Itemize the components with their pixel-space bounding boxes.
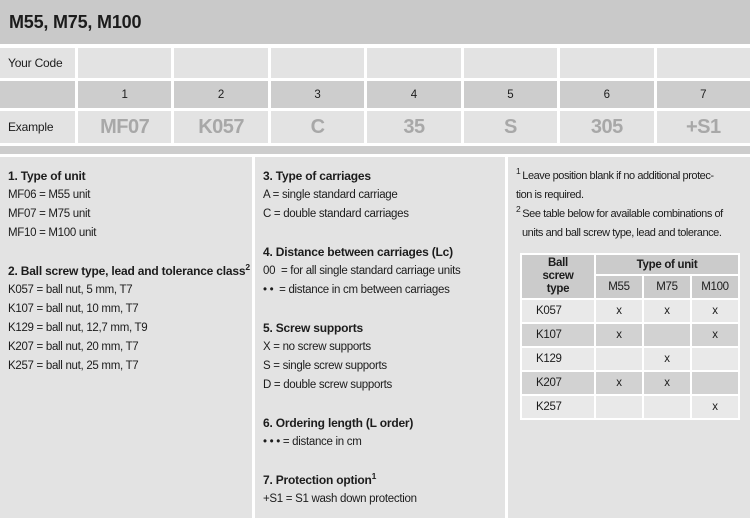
availability-mark: [692, 372, 738, 394]
section-type-of-unit: [8, 167, 244, 243]
footnote-continuation: tion is required.: [516, 189, 584, 201]
example-value: MF07: [78, 111, 171, 143]
option-line: MF10 = M100 unit: [8, 227, 97, 239]
column-left: [0, 157, 252, 518]
availability-mark: x: [644, 300, 690, 322]
option-line: X = no screw supports: [263, 341, 371, 353]
your-code-cell-2: [174, 48, 267, 78]
row-label: K107: [522, 324, 594, 346]
example-value: 35: [367, 111, 460, 143]
availability-mark: x: [596, 324, 642, 346]
row-label: K129: [522, 348, 594, 370]
availability-mark: [596, 396, 642, 418]
option-line: K207 = ball nut, 20 mm, T7: [8, 341, 139, 353]
example-value: S: [464, 111, 557, 143]
ordering-code-table: [0, 48, 750, 143]
example-value: C: [271, 111, 364, 143]
option-line: MF07 = M75 unit: [8, 208, 91, 220]
section-heading: 4. Distance between carriages (Lc): [263, 245, 453, 259]
position-number: 3: [271, 81, 364, 108]
example-value: +S1: [657, 111, 750, 143]
title-bar: [0, 0, 750, 44]
availability-mark: x: [596, 372, 642, 394]
your-code-label: Your Code: [0, 48, 75, 78]
footnote-1: $^1$ Leave position blank if no additional protec- tion is required.: [516, 167, 742, 205]
option-line: • • • = distance in cm: [263, 436, 362, 448]
footnote-marker: 2: [516, 204, 521, 215]
row-label: K057: [522, 300, 594, 322]
position-number: 5: [464, 81, 557, 108]
availability-mark: x: [596, 300, 642, 322]
section-heading: 7. Protection option$^1$: [263, 471, 377, 487]
availability-mark: [644, 396, 690, 418]
example-label: Example: [0, 111, 75, 143]
combination-table: [520, 253, 740, 420]
divider-bar: [0, 146, 750, 154]
section-heading: 5. Screw supports: [263, 321, 363, 335]
availability-mark: [692, 348, 738, 370]
position-label-cell: [0, 81, 75, 108]
option-line: K057 = ball nut, 5 mm, T7: [8, 284, 133, 296]
option-line: S = single screw supports: [263, 360, 387, 372]
option-line: K257 = ball nut, 25 mm, T7: [8, 360, 139, 372]
your-code-cell-7: [657, 48, 750, 78]
your-code-cell-4: [367, 48, 460, 78]
availability-mark: x: [692, 324, 738, 346]
row-label: K207: [522, 372, 594, 394]
option-line: C = double standard carriages: [263, 208, 409, 220]
row-label: K257: [522, 396, 594, 418]
section-heading: 6. Ordering length (L order): [263, 416, 414, 430]
option-line: K107 = ball nut, 10 mm, T7: [8, 303, 139, 315]
availability-mark: x: [644, 372, 690, 394]
your-code-cell-5: [464, 48, 557, 78]
section-heading: 3. Type of carriages: [263, 169, 371, 183]
section-heading: 1. Type of unit: [8, 169, 86, 183]
position-number: 7: [657, 81, 750, 108]
option-line: K129 = ball nut, 12,7 mm, T9: [8, 322, 148, 334]
option-line: A = single standard carriage: [263, 189, 398, 201]
position-number: 6: [560, 81, 653, 108]
page-title: M55, M75, M100: [9, 11, 142, 32]
corner-header-ball-screw-type: Ball screw type: [522, 255, 594, 298]
unit-column-header: M100: [692, 276, 738, 298]
section-distance-between-carriages: [263, 243, 497, 300]
your-code-cell-3: [271, 48, 364, 78]
position-number: 1: [78, 81, 171, 108]
option-line: MF06 = M55 unit: [8, 189, 91, 201]
unit-column-header: M55: [596, 276, 642, 298]
section-protection-option: [263, 471, 497, 509]
example-value: K057: [174, 111, 267, 143]
footnote-2: $^2$ See table below for available combinations of units and ball screw type, lead and tolerance.: [516, 205, 742, 243]
availability-mark: x: [692, 396, 738, 418]
superscript: 1: [371, 471, 377, 481]
position-number: 2: [174, 81, 267, 108]
explanation-panel: [0, 157, 750, 518]
option-line: • • = distance in cm between carriages: [263, 284, 450, 296]
example-value: 305: [560, 111, 653, 143]
unit-column-header: M75: [644, 276, 690, 298]
option-line: 00 = for all single standard carriage units: [263, 265, 461, 277]
group-header-type-of-unit: Type of unit: [596, 255, 738, 274]
availability-mark: [644, 324, 690, 346]
your-code-cell-1: [78, 48, 171, 78]
column-middle: [255, 157, 505, 518]
position-number: 4: [367, 81, 460, 108]
option-line: D = double screw supports: [263, 379, 392, 391]
section-screw-supports: [263, 319, 497, 395]
footnote-marker: 1: [516, 166, 521, 177]
availability-mark: x: [644, 348, 690, 370]
your-code-cell-6: [560, 48, 653, 78]
availability-mark: x: [692, 300, 738, 322]
section-type-of-carriages: [263, 167, 497, 224]
footnote-continuation: units and ball screw type, lead and tolerance.: [522, 227, 722, 239]
section-ordering-length: [263, 414, 497, 452]
column-right: [508, 157, 750, 518]
section-ball-screw-type: [8, 262, 250, 376]
option-line: +S1 = S1 wash down protection: [263, 493, 417, 505]
availability-mark: [596, 348, 642, 370]
superscript: 2: [245, 262, 250, 272]
section-heading: 2. Ball screw type, lead and tolerance class$^2$: [8, 262, 250, 278]
